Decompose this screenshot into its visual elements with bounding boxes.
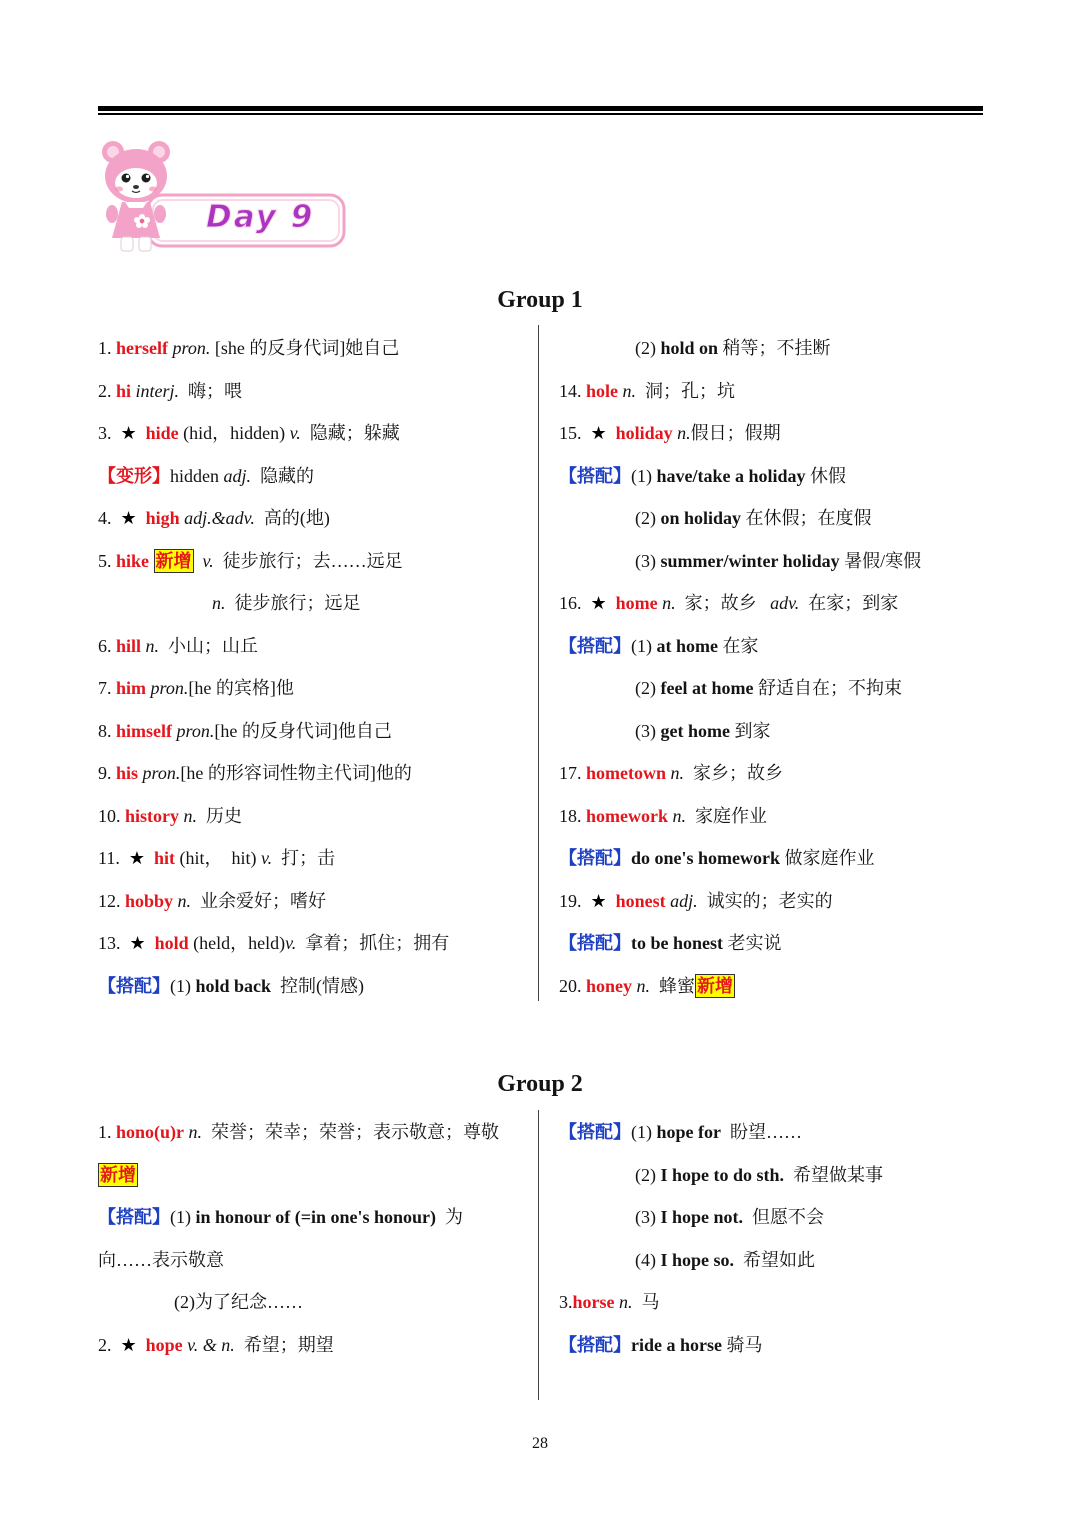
entry-text: 12.	[98, 890, 125, 911]
part-of-speech: n.	[636, 975, 651, 996]
part-of-speech: interj.	[135, 380, 180, 401]
entry-text: 洞；孔；坑	[636, 380, 736, 401]
entry-line	[98, 667, 530, 710]
entry-text: 徒步旅行；去……远足	[213, 550, 403, 571]
group-2-section	[0, 1069, 1080, 1409]
entry-line	[98, 965, 530, 1008]
entry-text: 在家	[718, 635, 759, 656]
entry-text	[137, 508, 146, 528]
entry-text: 控制(情感)	[271, 975, 365, 996]
entry-line	[98, 540, 530, 583]
entry-text: 盼望……	[721, 1122, 802, 1142]
entry-text	[607, 891, 616, 911]
part-of-speech: pron.	[150, 678, 189, 698]
entry-line	[559, 582, 983, 625]
entry-text: 希望；期望	[234, 1334, 334, 1355]
entry-text: (2)	[635, 1164, 661, 1185]
part-of-speech: v.	[202, 550, 214, 571]
collocation-tag: 【搭配】	[559, 933, 631, 953]
entry-text: hidden	[170, 465, 224, 486]
entry-line	[559, 497, 983, 540]
entry-line	[559, 922, 983, 965]
entry-text: 16.	[559, 593, 591, 613]
entry-text: (1)	[631, 465, 657, 486]
entry-line	[559, 667, 983, 710]
headword: hope	[145, 1334, 183, 1355]
part-of-speech: n.	[177, 890, 192, 911]
new-badge: 新增	[155, 550, 192, 571]
entry-line	[559, 837, 983, 880]
part-of-speech: n.	[145, 635, 160, 656]
entry-line	[559, 710, 983, 753]
headword: home	[615, 593, 658, 613]
entry-text: 蜂蜜	[650, 975, 696, 996]
entry-text: (hit， hit)	[175, 848, 261, 868]
entry-text: 家庭作业	[686, 805, 767, 826]
entry-text: 暑假/寒假	[839, 550, 922, 571]
part-of-speech: n.	[677, 423, 691, 443]
entry-text	[145, 848, 154, 868]
headword: him	[116, 678, 147, 698]
entry-line	[559, 327, 983, 370]
entry-text: (4)	[635, 1249, 661, 1270]
entry-text: 拿着；抓住；拥有	[296, 933, 450, 953]
entry-text: 11.	[98, 848, 129, 868]
star-icon: ★	[120, 423, 137, 443]
entry-text	[137, 1335, 146, 1355]
group-1-section	[0, 285, 1080, 1005]
entry-text: 1.	[98, 338, 116, 358]
entry-line	[98, 1324, 530, 1367]
collocation-phrase: hope for	[656, 1122, 721, 1142]
part-of-speech: pron.	[142, 763, 181, 783]
entry-line	[98, 1111, 530, 1154]
entry-text: 马	[632, 1292, 660, 1312]
part-of-speech: adv.	[770, 593, 800, 613]
entry-text: (2)为了纪念……	[174, 1292, 303, 1312]
headword: honest	[615, 890, 666, 911]
entry-line	[98, 837, 530, 880]
entry-line	[98, 625, 530, 668]
new-badge: 新增	[100, 1164, 136, 1185]
day-label: Day 9	[206, 199, 315, 235]
collocation-phrase: get home	[660, 720, 730, 741]
headword: hike	[116, 550, 150, 571]
headword: hole	[586, 380, 619, 401]
entry-text: 老实说	[723, 933, 782, 953]
collocation-phrase: have/take a holiday	[656, 465, 806, 486]
entry-text: 2.	[98, 1334, 121, 1355]
star-icon: ★	[120, 1334, 137, 1355]
entry-text: 为	[436, 1207, 463, 1227]
star-icon: ★	[120, 508, 137, 528]
entry-text: 小山；山丘	[159, 635, 259, 656]
entry-line	[559, 1324, 983, 1367]
entry-line	[559, 370, 983, 413]
entry-text: 隐藏的	[251, 465, 315, 486]
part-of-speech: adj.	[670, 890, 698, 911]
headword: hold	[154, 933, 189, 953]
entry-text: 在休假；在度假	[741, 508, 872, 528]
collocation-tag: 【搭配】	[98, 975, 170, 996]
collocation-phrase: ride a horse	[631, 1334, 722, 1355]
collocation-phrase: do one's homework	[631, 848, 781, 868]
entry-text: 10.	[98, 805, 125, 826]
collocation-tag: 【搭配】	[98, 1207, 170, 1227]
part-of-speech: n.	[212, 593, 226, 613]
headword: herself	[116, 338, 168, 358]
entry-text: 1.	[98, 1122, 116, 1142]
entry-line	[559, 795, 983, 838]
collocation-tag: 【搭配】	[559, 1334, 631, 1355]
new-badge: 新增	[697, 975, 734, 996]
entry-text	[607, 593, 616, 613]
entry-text: 希望如此	[734, 1249, 816, 1270]
entry-text: 15.	[559, 423, 591, 443]
headword: hide	[145, 423, 179, 443]
entry-line	[559, 965, 983, 1008]
entry-text: 3.	[559, 1292, 573, 1312]
entry-text: 骑马	[721, 1334, 763, 1355]
entry-text: 19.	[559, 890, 591, 911]
entry-text: (held，held)	[188, 933, 286, 953]
entry-line	[559, 625, 983, 668]
entry-text: (3)	[635, 550, 661, 571]
entry-line	[559, 455, 983, 498]
variant-tag: 【变形】	[98, 465, 170, 486]
entry-text: [he 的宾格]他	[188, 678, 294, 698]
headword: hill	[116, 635, 142, 656]
part-of-speech: v.	[289, 423, 301, 443]
right-column	[559, 1111, 983, 1366]
entry-line	[559, 412, 983, 455]
right-column	[559, 327, 983, 1007]
collocation-phrase: to be honest	[631, 933, 724, 953]
entry-text	[146, 933, 155, 953]
entry-text: 18.	[559, 805, 586, 826]
entry-text: [she 的反身代词]她自己	[210, 338, 400, 358]
star-icon: ★	[128, 848, 145, 868]
entry-text: 嗨；喂	[179, 380, 243, 401]
headword: high	[145, 508, 180, 528]
entry-text: 希望做某事	[784, 1164, 884, 1185]
entry-line	[98, 412, 530, 455]
entry-text: 20.	[559, 975, 586, 996]
left-column	[98, 327, 530, 1007]
entry-text: 家；故乡	[675, 593, 771, 613]
entry-text: 高的(地)	[254, 508, 330, 528]
entry-text: (1)	[170, 1207, 196, 1227]
column-divider	[538, 325, 539, 1001]
collocation-phrase: I hope not.	[660, 1207, 744, 1227]
part-of-speech: n.	[670, 763, 684, 783]
entry-text: [he 的形容词性物主代词]他的	[180, 763, 412, 783]
entry-line	[98, 1196, 530, 1239]
group-title: Group 1	[497, 287, 583, 313]
entry-text	[137, 423, 146, 443]
entry-text: (1)	[631, 635, 657, 656]
entry-text: 7.	[98, 678, 116, 698]
entry-line	[98, 1281, 530, 1324]
entry-text: 但愿不会	[743, 1207, 825, 1227]
headword: himself	[116, 720, 172, 741]
headword: homework	[586, 805, 668, 826]
headword: honey	[586, 975, 633, 996]
entry-text: 向……表示敬意	[98, 1249, 224, 1270]
entry-text: 5.	[98, 550, 116, 571]
entry-line	[98, 795, 530, 838]
collocation-phrase: in honour of (=in one's honour)	[195, 1207, 436, 1227]
entry-line	[98, 752, 530, 795]
part-of-speech: v.	[261, 848, 273, 868]
column-divider	[538, 1110, 539, 1400]
entry-text: 打；击	[272, 848, 336, 868]
entry-line	[98, 1154, 530, 1197]
entry-line	[559, 1196, 983, 1239]
left-column	[98, 1111, 530, 1366]
entry-line	[559, 880, 983, 923]
part-of-speech: v. & n.	[187, 1334, 235, 1355]
header-rule-thin	[98, 113, 983, 115]
entry-line	[559, 1111, 983, 1154]
collocation-phrase: I hope so.	[660, 1249, 735, 1270]
entry-text: 9.	[98, 763, 116, 783]
entry-text: 6.	[98, 635, 116, 656]
star-icon: ★	[590, 593, 607, 613]
entry-text: (1)	[170, 975, 196, 996]
star-icon: ★	[590, 423, 607, 443]
entry-text: 家乡；故乡	[684, 763, 783, 783]
entry-text: 2.	[98, 380, 116, 401]
entry-line	[559, 1154, 983, 1197]
page-number: 28	[532, 1435, 548, 1452]
collocation-phrase: summer/winter holiday	[660, 550, 840, 571]
collocation-phrase: hold on	[660, 338, 719, 358]
entry-text: (hid，hidden)	[178, 423, 290, 443]
entry-text: 假日；假期	[690, 423, 781, 443]
entry-text	[194, 551, 203, 571]
entry-text: 徒步旅行；远足	[225, 593, 361, 613]
entry-text: 业余爱好；嗜好	[191, 890, 327, 911]
entry-line	[98, 1239, 530, 1282]
entry-line	[98, 710, 530, 753]
part-of-speech: n.	[188, 1122, 203, 1142]
entry-text: (1)	[631, 1122, 657, 1142]
collocation-phrase: hold back	[195, 975, 272, 996]
collocation-phrase: I hope to do sth.	[660, 1164, 785, 1185]
headword: hometown	[586, 763, 666, 783]
collocation-phrase: feel at home	[660, 678, 754, 698]
part-of-speech: v.	[285, 933, 297, 953]
star-icon: ★	[590, 890, 607, 911]
entry-line	[98, 880, 530, 923]
entry-text: [he 的反身代词]他自己	[214, 720, 392, 741]
entry-text: (3)	[635, 1207, 661, 1227]
headword: his	[116, 763, 139, 783]
entry-line	[98, 327, 530, 370]
entry-text: 17.	[559, 763, 586, 783]
entry-text: 历史	[197, 805, 242, 826]
entry-text: 3.	[98, 423, 121, 443]
entry-line	[559, 540, 983, 583]
entry-text: 到家	[729, 720, 771, 741]
part-of-speech: adj.	[223, 465, 252, 486]
collocation-tag: 【搭配】	[559, 635, 631, 656]
entry-text: 舒适自在；不拘束	[753, 678, 902, 698]
entry-text: 4.	[98, 508, 121, 528]
part-of-speech: pron.	[167, 338, 211, 358]
entry-text: 14.	[559, 380, 586, 401]
collocation-tag: 【搭配】	[559, 1122, 631, 1142]
entry-line	[559, 1281, 983, 1324]
group-title: Group 2	[497, 1071, 583, 1097]
collocation-tag: 【搭配】	[559, 848, 631, 868]
entry-text: 荣誉；荣幸；荣誉；表示敬意；尊敬	[202, 1122, 500, 1142]
entry-line	[98, 582, 530, 625]
entry-text: (3)	[635, 720, 661, 741]
headword: hi	[116, 380, 132, 401]
header-rule-thick	[98, 106, 983, 111]
entry-text: 隐藏；躲藏	[300, 423, 400, 443]
entry-text: 稍等；不挂断	[718, 338, 831, 358]
entry-text: (2)	[635, 338, 661, 358]
part-of-speech: n.	[672, 805, 686, 826]
entry-line	[98, 922, 530, 965]
entry-line	[559, 1239, 983, 1282]
day-banner	[98, 138, 348, 254]
collocation-tag: 【搭配】	[559, 465, 631, 486]
part-of-speech: n.	[662, 593, 676, 613]
headword: history	[125, 805, 179, 826]
entry-line	[98, 455, 530, 498]
entry-text: 做家庭作业	[780, 848, 875, 868]
headword: hit	[153, 848, 175, 868]
entry-text: (2)	[635, 678, 661, 698]
entry-text: 诚实的；老实的	[697, 890, 833, 911]
entry-text: 8.	[98, 720, 116, 741]
star-icon: ★	[129, 933, 146, 953]
part-of-speech: n.	[183, 805, 197, 826]
headword: hono(u)r	[116, 1122, 185, 1142]
headword: holiday	[615, 423, 673, 443]
entry-text: (2)	[635, 508, 661, 528]
entry-text: 13.	[98, 933, 130, 953]
entry-text: 在家；到家	[799, 593, 899, 613]
headword: hobby	[125, 890, 174, 911]
part-of-speech: n.	[619, 1292, 633, 1312]
part-of-speech: n.	[622, 380, 637, 401]
entry-line	[559, 752, 983, 795]
collocation-phrase: at home	[656, 635, 718, 656]
entry-text	[607, 423, 616, 443]
part-of-speech: adj.&adv.	[184, 508, 255, 528]
entry-line	[98, 497, 530, 540]
headword: horse	[572, 1292, 615, 1312]
entry-line	[98, 370, 530, 413]
entry-text: 休假	[805, 465, 847, 486]
part-of-speech: pron.	[176, 720, 215, 741]
collocation-phrase: on holiday	[660, 508, 742, 528]
